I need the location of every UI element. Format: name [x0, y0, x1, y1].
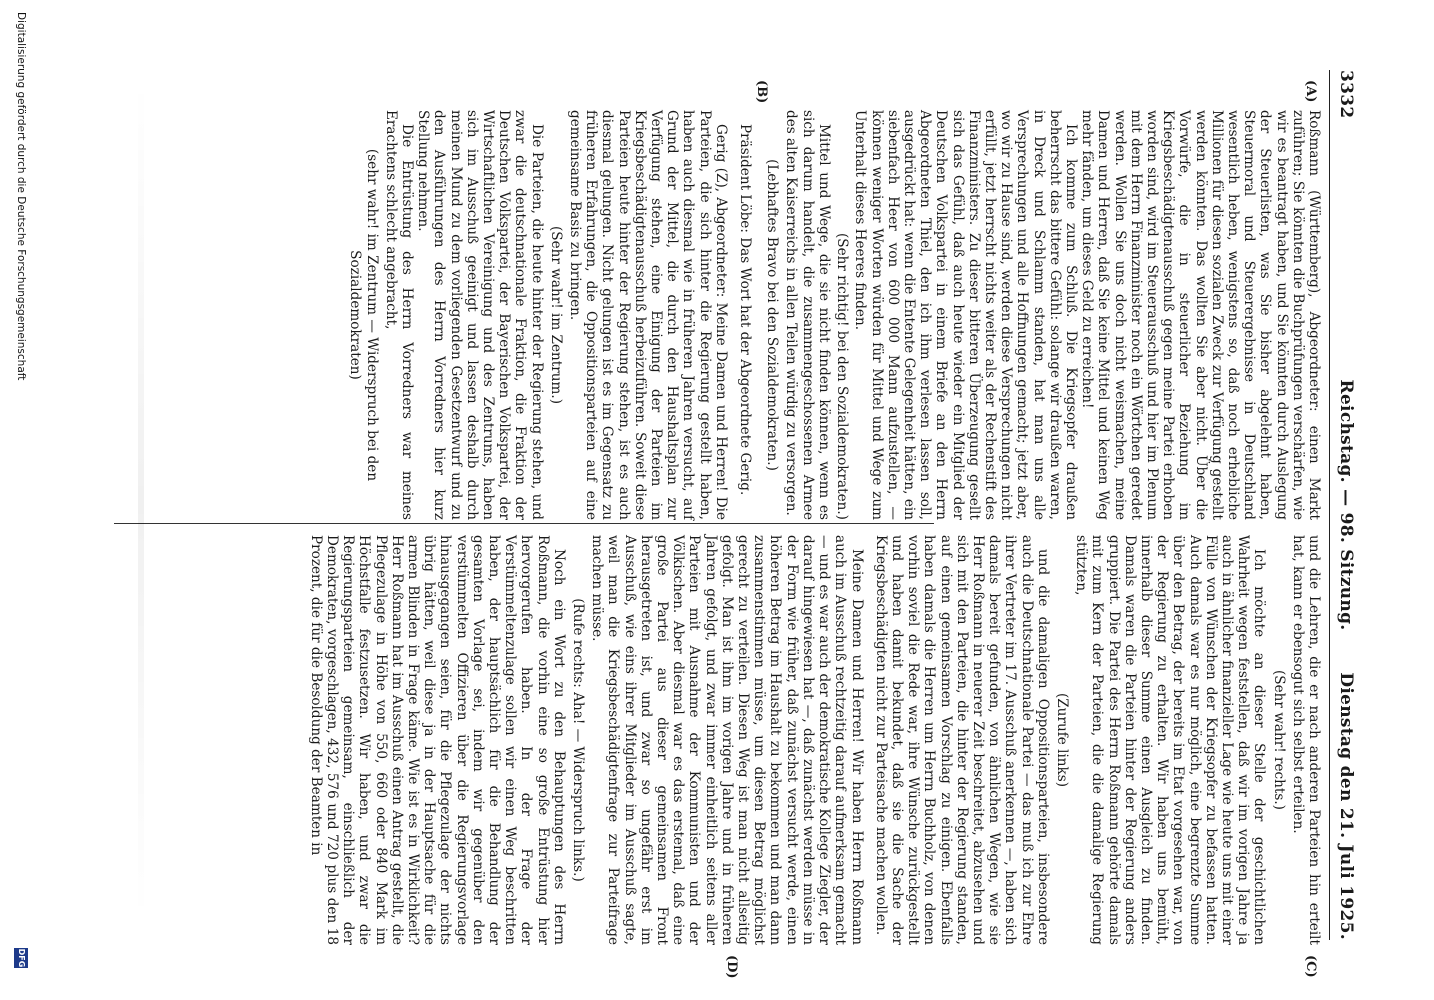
left-paragraph-2: Ich komme zum Schluß. Die Kriegsopfer draußen beherrscht das bittere Gefühl: solange wir draußen waren, in Dreck und Schlamm standen, hat man uns alle Versprechungen und alle Hoffnungen gemacht; jetzt aber, wo wir zu Hause sind, werden diese Versprechungen nicht erfüllt, jetzt herrscht nichts weiter als der Rechenstift des Finanzministers. Zu dieser bitteren Überzeugung gesellt sich das Gefühl, daß auch heute wieder ein Mitglied der Deutschen Volkspartei in einem Briefe an den Herrn Abgeordneten Thiel, den ich ihm verlesen lassen soll, ausgedrückt hat: wenn die Entente Gelegenheit hätten, ein siebenfach Heer von 600 000 Mann aufzustellen, — können weniger Worten würden für Mittel und Wege zum Unterhalt dieses Heeres finden. [852, 110, 1079, 520]
session-date: Dienstag den 21. Juli 1925. [1336, 672, 1356, 940]
margin-mark-d: (D) [724, 955, 739, 979]
right-paragraph-4: Meine Damen und Herren! Wir haben Herrn Roßmann auch im Ausschuß rechtzeitig darauf aufmerksam gemacht — und es war auch der demokratische Kollege Ziegler, der darauf hingewiesen hat —, daß zunächst werden müsse in der Form wie früher, daß zunächst versucht werde, einen höheren Betrag im Haushalt zu bekommen und man dann zusammenstimmen müsse, um diesen Betrag möglichst gerecht zu verteilen. Diesen Weg ist man nicht allseitig gefolgt. Man ist ihm im vorigen Jahre und in früheren Jahren gefolgt, und zwar immer einheitlich seitens aller Parteien mit Ausnahme der Kommunisten und der Völkischen. Aber diesmal war es das erstemal, daß eine große Partei aus dieser gemeinsamen Front herausgetreten ist, und zwar so ungefähr erst im Ausschuß, wie eins ihrer Mitglieder im Ausschuß sagte, weil man die Kriegsbeschädigtenfrage zur Parteifrage machen müsse. [589, 535, 865, 945]
right-reaction-3: (Rufe rechts: Aha! — Widerspruch links.) [570, 598, 587, 882]
right-column [308, 535, 1322, 945]
dfg-logo: DFG [14, 948, 28, 968]
right-paragraph-1: und die Lehren, die er nach anderen Parteien hin erteilt hat, kann er ebensogut sich selbst erteilen. [1289, 535, 1322, 945]
left-paragraph-7: Die Entrüstung des Herrn Vorredners war meines Erachtens schlecht angebracht, [382, 110, 416, 520]
session-title: Reichstag. — 98. Sitzung. [1336, 379, 1356, 631]
margin-mark-a: (A) [1303, 80, 1318, 103]
digitization-footer [8, 0, 30, 1000]
margin-mark-b: (B) [754, 80, 769, 104]
right-reaction-2: (Zurufe links) [1053, 692, 1070, 788]
left-reaction-2: (Lebhaftes Bravo bei den Sozialdemokraten.) [764, 159, 781, 471]
left-paragraph-1: Roßmann (Württemberg), Abgeordneter: einen Markt zuführen; Sie könnten die Buchprüfungen verschärfen, wie wir es beantragt haben, und Sie könnten durch Auslegung der Steuerlisten, was Sie bisher abgelehnt haben, Steuermoral und Steuerergebnisse in Deutschland wesentlich heben, wenigstens so, daß noch erhebliche Millionen für diesen sozialen Zweck zur Verfügung gestellt werden könnten. Das wollten Sie aber nicht. Über die Vorwürfe, die in steuerlicher Beziehung im Kriegsbeschädigtenausschuß gegen meine Partei erhoben worden sind, wird im Steuerausschuß und hier im Plenum mit dem Herrn Finanzminister noch ein Wörtchen geredet werden. Wollen Sie uns doch nicht weismachen, meine Damen und Herren, daß Sie keine Mittel und keinen Weg mehr fänden, um dieses Geld zu erreichen! [1079, 110, 1322, 520]
left-paragraph-5: Gerig (Z), Abgeordneter: Meine Damen und Herren! Die Parteien, die sich hinter die Regierung gestellt haben, haben auch diesmal wie in früheren Jahren versucht, auf Grund der Mittel, die durch den Haushaltsplan zur Verfügung stehen, eine Einigung der Parteien im Kriegsbeschädigtenausschuß herbeizuführen. Soweit diese Parteien heute hinter der Regierung stehen, ist es auch diesmal gelungen. Nicht gelungen ist es im Gegensatz zu früheren Erfahrungen, die Oppositionsparteien auf eine gemeinsame Basis zu bringen. [567, 110, 729, 520]
scan-artifact [138, 80, 144, 920]
left-paragraph-4: Präsident Löbe: Das Wort hat der Abgeordnete Gerig. [737, 124, 754, 496]
left-paragraph-3: Mittel und Wege, die sie nicht finden können, wenn es sich darum handelt, die zusammengeschossenen Armee des alten Kaiserreichs in allen Teilen würdig zu versorgen. [783, 110, 832, 520]
left-paragraph-6: Die Parteien, die heute hinter der Regierung stehen, und zwar die deutschnationale Fraktion, die Fraktion der Deutschen Volkspartei, der Bayerischen Volkspartei, der Wirtschaftlichen Vereinigung und des Zentrums, haben sich im Ausschuß geeinigt und lassen deshalb durch meinen Mund zu dem vorliegenden Gesetzentwurf und zu den Ausführungen des Herrn Vorredners hier kurz Stellung nehmen. [415, 110, 545, 520]
margin-mark-c: (C) [1303, 955, 1318, 978]
funding-credit: Digitalisierung gefördert durch die Deutsche Forschungsgemeinschaft [15, 12, 27, 381]
left-column [344, 110, 1322, 520]
page-header [1329, 70, 1356, 940]
right-paragraph-5: Noch ein Wort zu den Behauptungen des Herrn Roßmann, die vorhin eine so große Entrüstung hier hervorgerufen haben. In der Frage der Verstümmeltenzulage sollen wir einen Weg beschritten haben, der hauptsächlich für die Behandlung der gesamten Vorlage sei, indem wir gegenüber den verstümmelten Offizieren über die Regierungsvorlage hinausgegangen seien, für die Pflegezulage der nichts übrig hätten, weil diese ja in der Hauptsache für die armen Blinden in Frage käme. Wie ist es in Wirklichkeit? Herr Roßmann hat im Ausschuß einen Antrag gestellt, die Pflegezulage in Höhe von 550, 660 oder 840 Mark im Höchstfalle festzusetzen. Wir haben, und zwar die Regierungsparteien gemeinsam, einschließlich der Demokraten, vorgeschlagen, 432, 576 und 720 plus den 18 Prozent, die für die Besoldung der Beamten in [307, 535, 567, 945]
right-paragraph-2: Ich möchte an dieser Stelle der geschichtlichen Wahrheit wegen feststellen, daß wir im vorigen Jahre ja auch in ähnlicher finanzieller Lage wie heute uns mit einer Fülle von Wünschen der Kriegsopfer zu befassen hatten. Auch damals war es nur möglich, eine begrenzte Summe über den Betrag, der bereits im Etat vorgesehen war, von der Regierung zu erhalten. Wir haben uns bemüht, innerhalb dieser Summe einen Ausgleich zu finden. Damals waren die Parteien hinter der Regierung anders gruppiert. Die Partei des Herrn Roßmann gehörte damals mit zum Kern der Parteien, die die damalige Regierung stützten, [1073, 535, 1268, 945]
left-reaction-4: (sehr wahr! im Zentrum — Widerspruch bei den Sozialdemokraten) [347, 148, 380, 482]
left-reaction-1: (Sehr richtig! bei den Sozialdemokraten.) [834, 233, 851, 520]
page-number: 3332 [1336, 70, 1356, 119]
column-divider [114, 523, 934, 524]
right-paragraph-3: und die damaligen Oppositionsparteien, insbesondere auch die Deutschnationale Partei — das muß ich zur Ehre ihrer Vertreter im 17. Ausschuß anerkennen —, haben sich damals bereit gefunden, von ähnlichen Wegen, wie sie Herr Roßmann in neuerer Zeit beschreitet, abzusehen und sich mit den Parteien, die hinter der Regierung standen, auf einen gemeinsamen Vorschlag zu einigen. Ebenfalls haben damals die Herren um Herrn Buchholz, von denen vorhin soviel die Rede war, ihre Wünsche zurückgestellt und haben damit bekundet, daß sie die Sache der Kriegsbeschädigten nicht zur Parteisache machen wollen. [872, 535, 1051, 945]
left-reaction-3: (Sehr wahr! im Zentrum.) [547, 225, 564, 405]
right-reaction-1: (Sehr wahr! rechts.) [1270, 670, 1287, 810]
